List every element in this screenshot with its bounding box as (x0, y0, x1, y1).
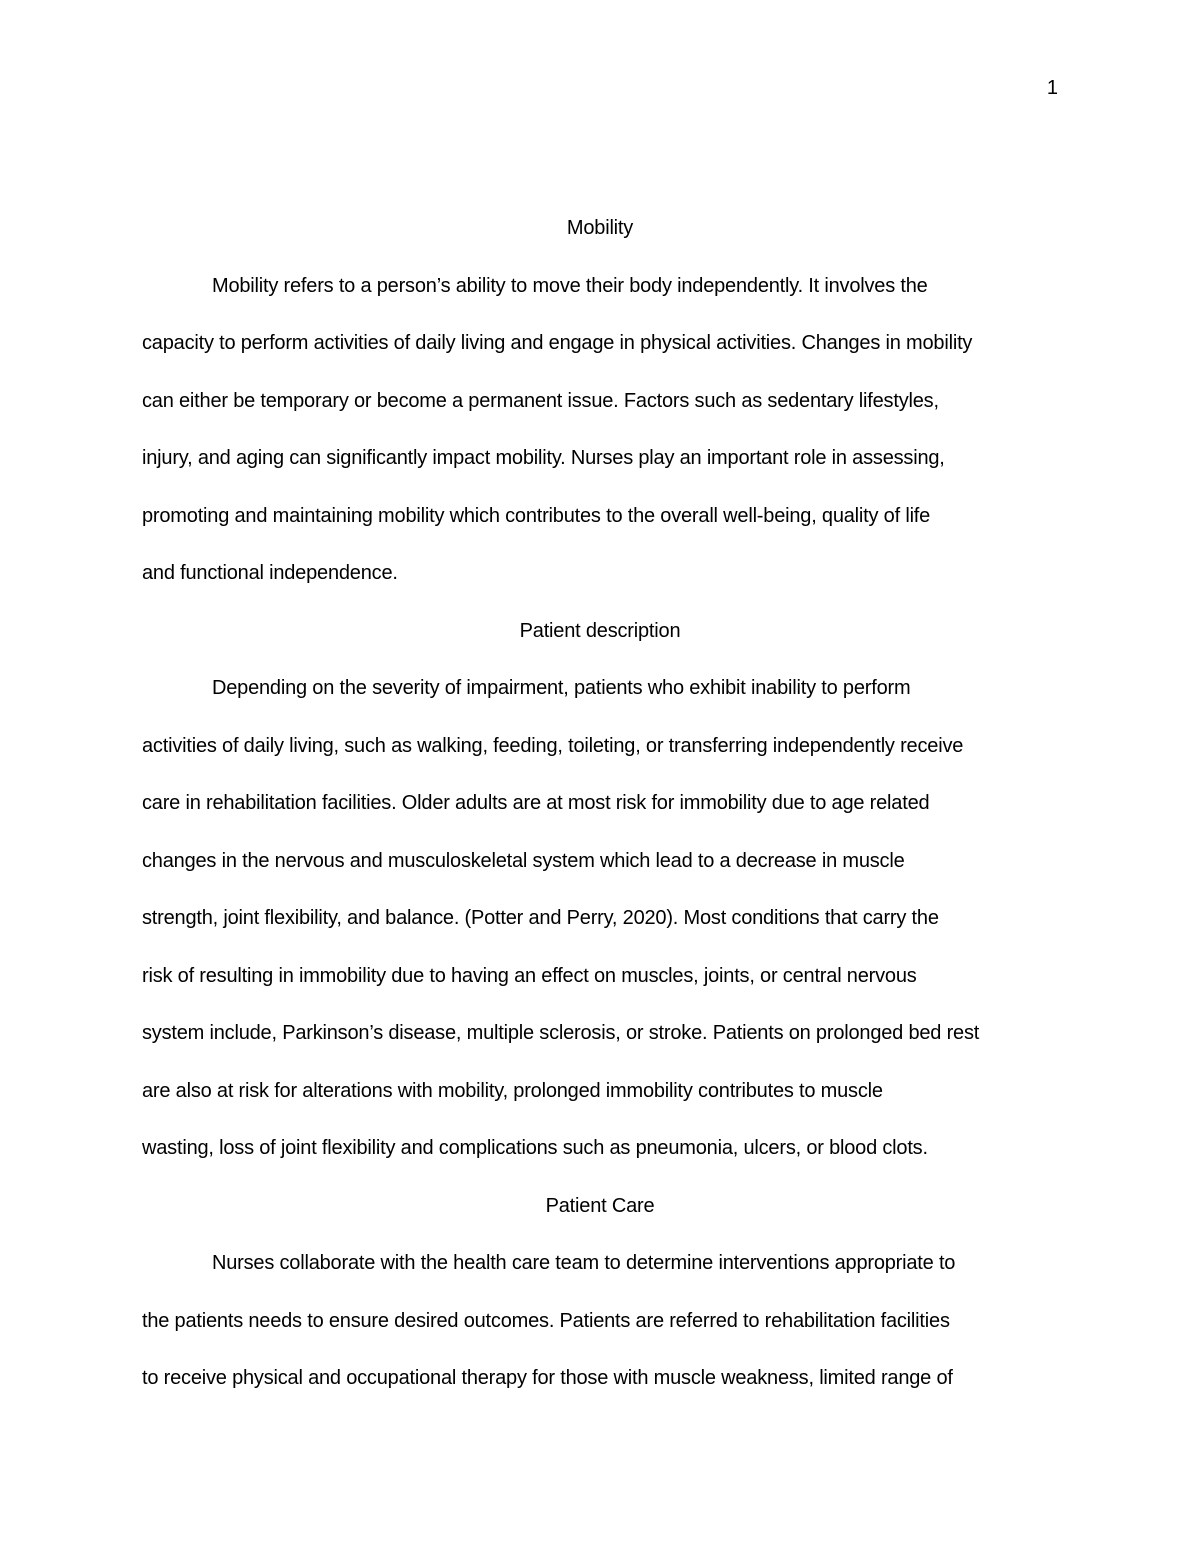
paragraph (142, 1235, 1058, 1408)
text-line: to receive physical and occupational therapy for those with muscle weakness, limited range of (142, 1367, 953, 1389)
text-line: capacity to perform activities of daily living and engage in physical activities. Changes in mobility (142, 332, 973, 354)
text-line: can either be temporary or become a permanent issue. Factors such as sedentary lifestyles, (142, 389, 939, 412)
text-line: the patients needs to ensure desired outcomes. Patients are referred to rehabilitation facilities (142, 1309, 950, 1332)
paragraph (142, 258, 1058, 603)
text-line: system include, Parkinson’s disease, multiple sclerosis, or stroke. Patients on prolonged bed rest (142, 1022, 980, 1044)
section-heading: Patient Care (545, 1194, 655, 1217)
text-line: Nurses collaborate with the health care team to determine interventions appropriate to (212, 1252, 956, 1274)
text-line: and functional independence. (142, 562, 398, 584)
section-heading: Patient description (519, 619, 681, 642)
document-body (142, 200, 1058, 1408)
text-line: strength, joint flexibility, and balance. (Potter and Perry, 2020). Most conditions that carry the (142, 907, 939, 929)
text-line: care in rehabilitation facilities. Older adults are at most risk for immobility due to age related (142, 792, 930, 814)
section-heading: Mobility (566, 217, 634, 239)
text-line: injury, and aging can significantly impact mobility. Nurses play an important role in assessing, (142, 447, 945, 469)
text-line: changes in the nervous and musculoskeletal system which lead to a decrease in muscle (142, 849, 905, 872)
text-line: activities of daily living, such as walking, feeding, toileting, or transferring independently receive (142, 734, 964, 757)
text-line: Mobility refers to a person’s ability to move their body independently. It involves the (212, 274, 928, 297)
page-number: 1 (1046, 77, 1058, 99)
text-line: wasting, loss of joint flexibility and complications such as pneumonia, ulcers, or blood clots. (142, 1137, 928, 1159)
text-line: are also at risk for alterations with mobility, prolonged immobility contributes to muscle (142, 1079, 883, 1102)
text-line: risk of resulting in immobility due to having an effect on muscles, joints, or central nervous (142, 964, 917, 987)
text-line: promoting and maintaining mobility which contributes to the overall well-being, quality of life (142, 504, 931, 527)
paragraph (142, 660, 1058, 1178)
text-line: Depending on the severity of impairment, patients who exhibit inability to perform (212, 677, 911, 699)
